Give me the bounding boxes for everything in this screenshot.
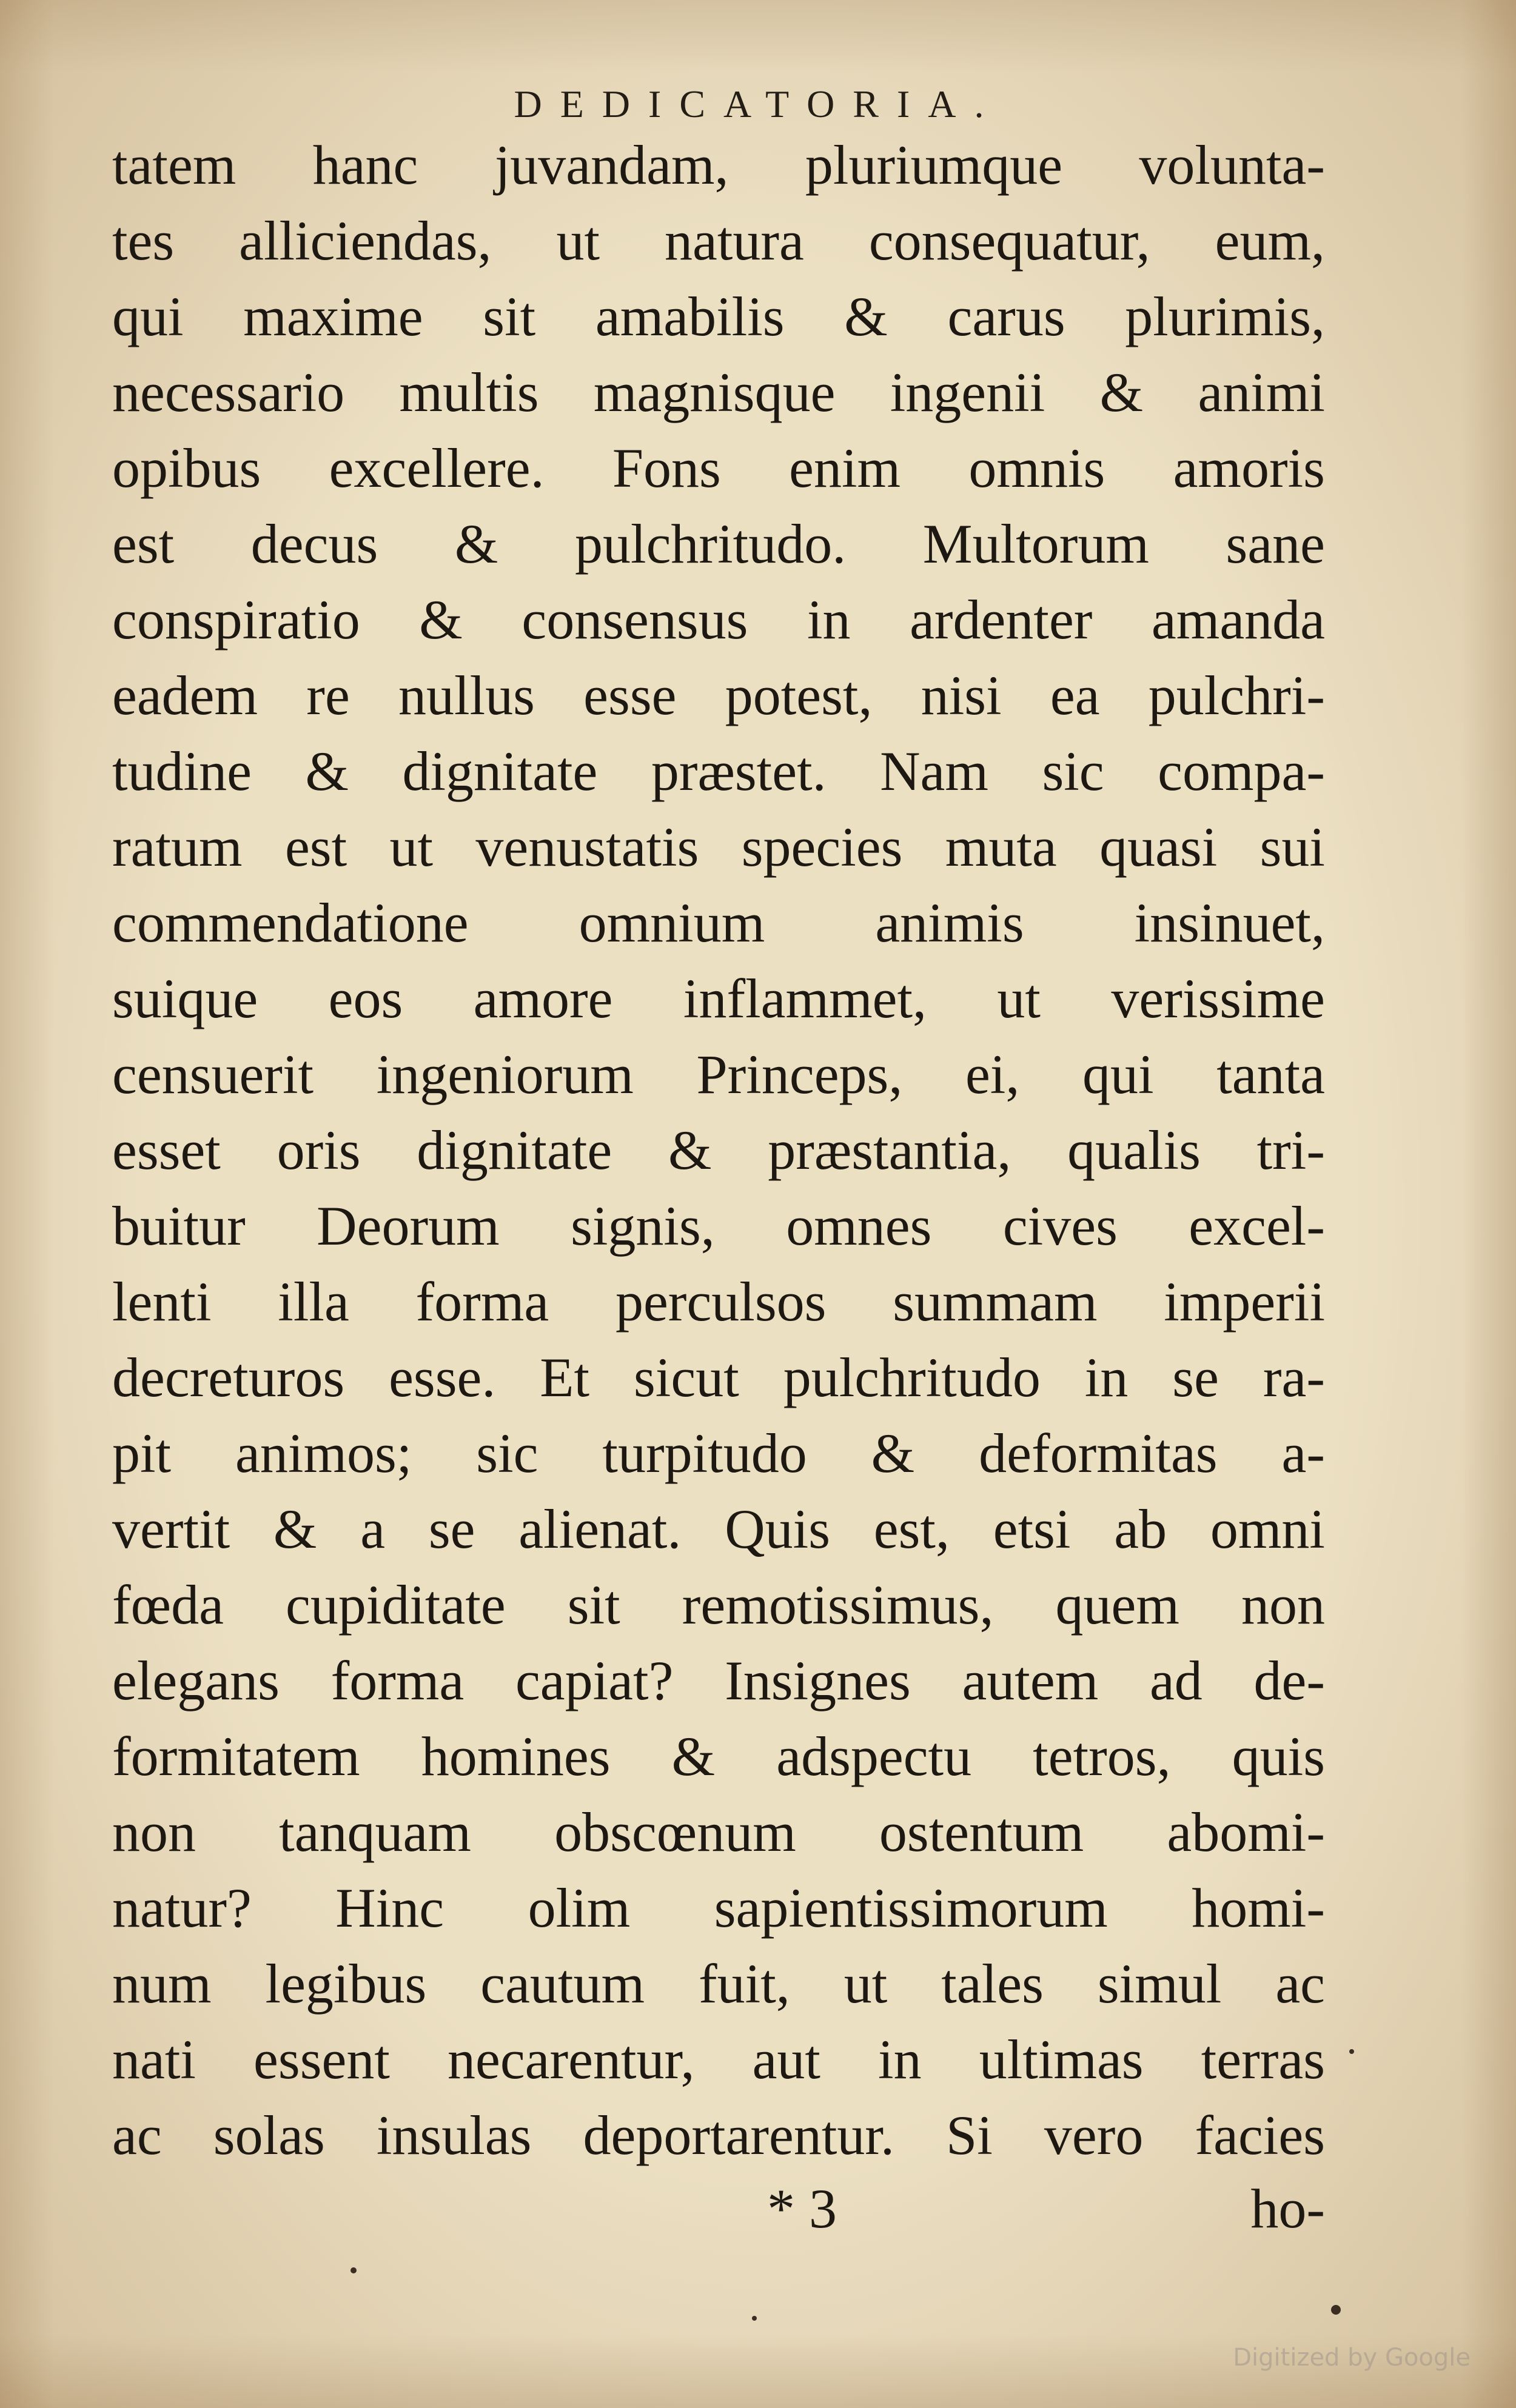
digitization-watermark: Digitized by Google [1233,2344,1471,2372]
text-line: formitatem homines & adspectu tetros, quis [112,1725,1325,1787]
ink-speck [752,2316,757,2321]
text-line: nati essent necarentur, aut in ultimas terras [112,2028,1325,2090]
text-line: lenti illa forma perculsos summam imperii [112,1271,1325,1333]
text-line: decreturos esse. Et sicut pulchritudo in se ra- [112,1346,1325,1408]
signature-mark: * 3 [767,2178,837,2239]
text-line: censuerit ingeniorum Princeps, ei, qui tanta [112,1043,1325,1105]
body-text [112,127,1325,2173]
running-head: DEDICATORIA. [514,82,1002,125]
text-line: num legibus cautum fuit, ut tales simul ac [112,1953,1325,2015]
text-line: elegans forma capiat? Insignes autem ad de- [112,1650,1325,1711]
ink-speck [350,2267,357,2273]
text-line: suique eos amore inflammet, ut verissime [112,968,1325,1029]
text-line: opibus excellere. Fons enim omnis amoris [112,437,1325,499]
ink-speck [1331,2305,1341,2315]
text-line: est decus & pulchritudo. Multorum sane [112,513,1325,575]
text-line: conspiratio & consensus in ardenter amanda [112,589,1325,650]
text-line: tudine & dignitate præstet. Nam sic compa- [112,740,1325,802]
catchword: ho- [1250,2178,1325,2239]
text-line: non tanquam obscœnum ostentum abomi- [112,1801,1325,1863]
text-line: fœda cupiditate sit remotissimus, quem non [112,1574,1325,1636]
text-line: natur? Hinc olim sapientissimorum homi- [112,1877,1325,1939]
text-line: ac solas insulas deportarentur. Si vero facies [112,2104,1325,2166]
text-line: tatem hanc juvandam, pluriumque volunta- [112,134,1325,196]
ink-speck [1349,2049,1354,2054]
text-line: ratum est ut venustatis species muta quasi sui [112,816,1325,878]
text-line: tes alliciendas, ut natura consequatur, eum, [112,210,1325,272]
text-line: vertit & a se alienat. Quis est, etsi ab omni [112,1498,1325,1560]
text-line: necessario multis magnisque ingenii & animi [112,361,1325,423]
text-line: pit animos; sic turpitudo & deformitas a- [112,1422,1325,1484]
text-line: esset oris dignitate & præstantia, qualis tri- [112,1119,1325,1181]
text-line: eadem re nullus esse potest, nisi ea pulchri- [112,664,1325,726]
text-line: qui maxime sit amabilis & carus plurimis, [112,286,1325,347]
text-line: buitur Deorum signis, omnes cives excel- [112,1195,1325,1257]
text-line: commendatione omnium animis insinuet, [112,892,1325,954]
page-footer [112,2176,1325,2255]
